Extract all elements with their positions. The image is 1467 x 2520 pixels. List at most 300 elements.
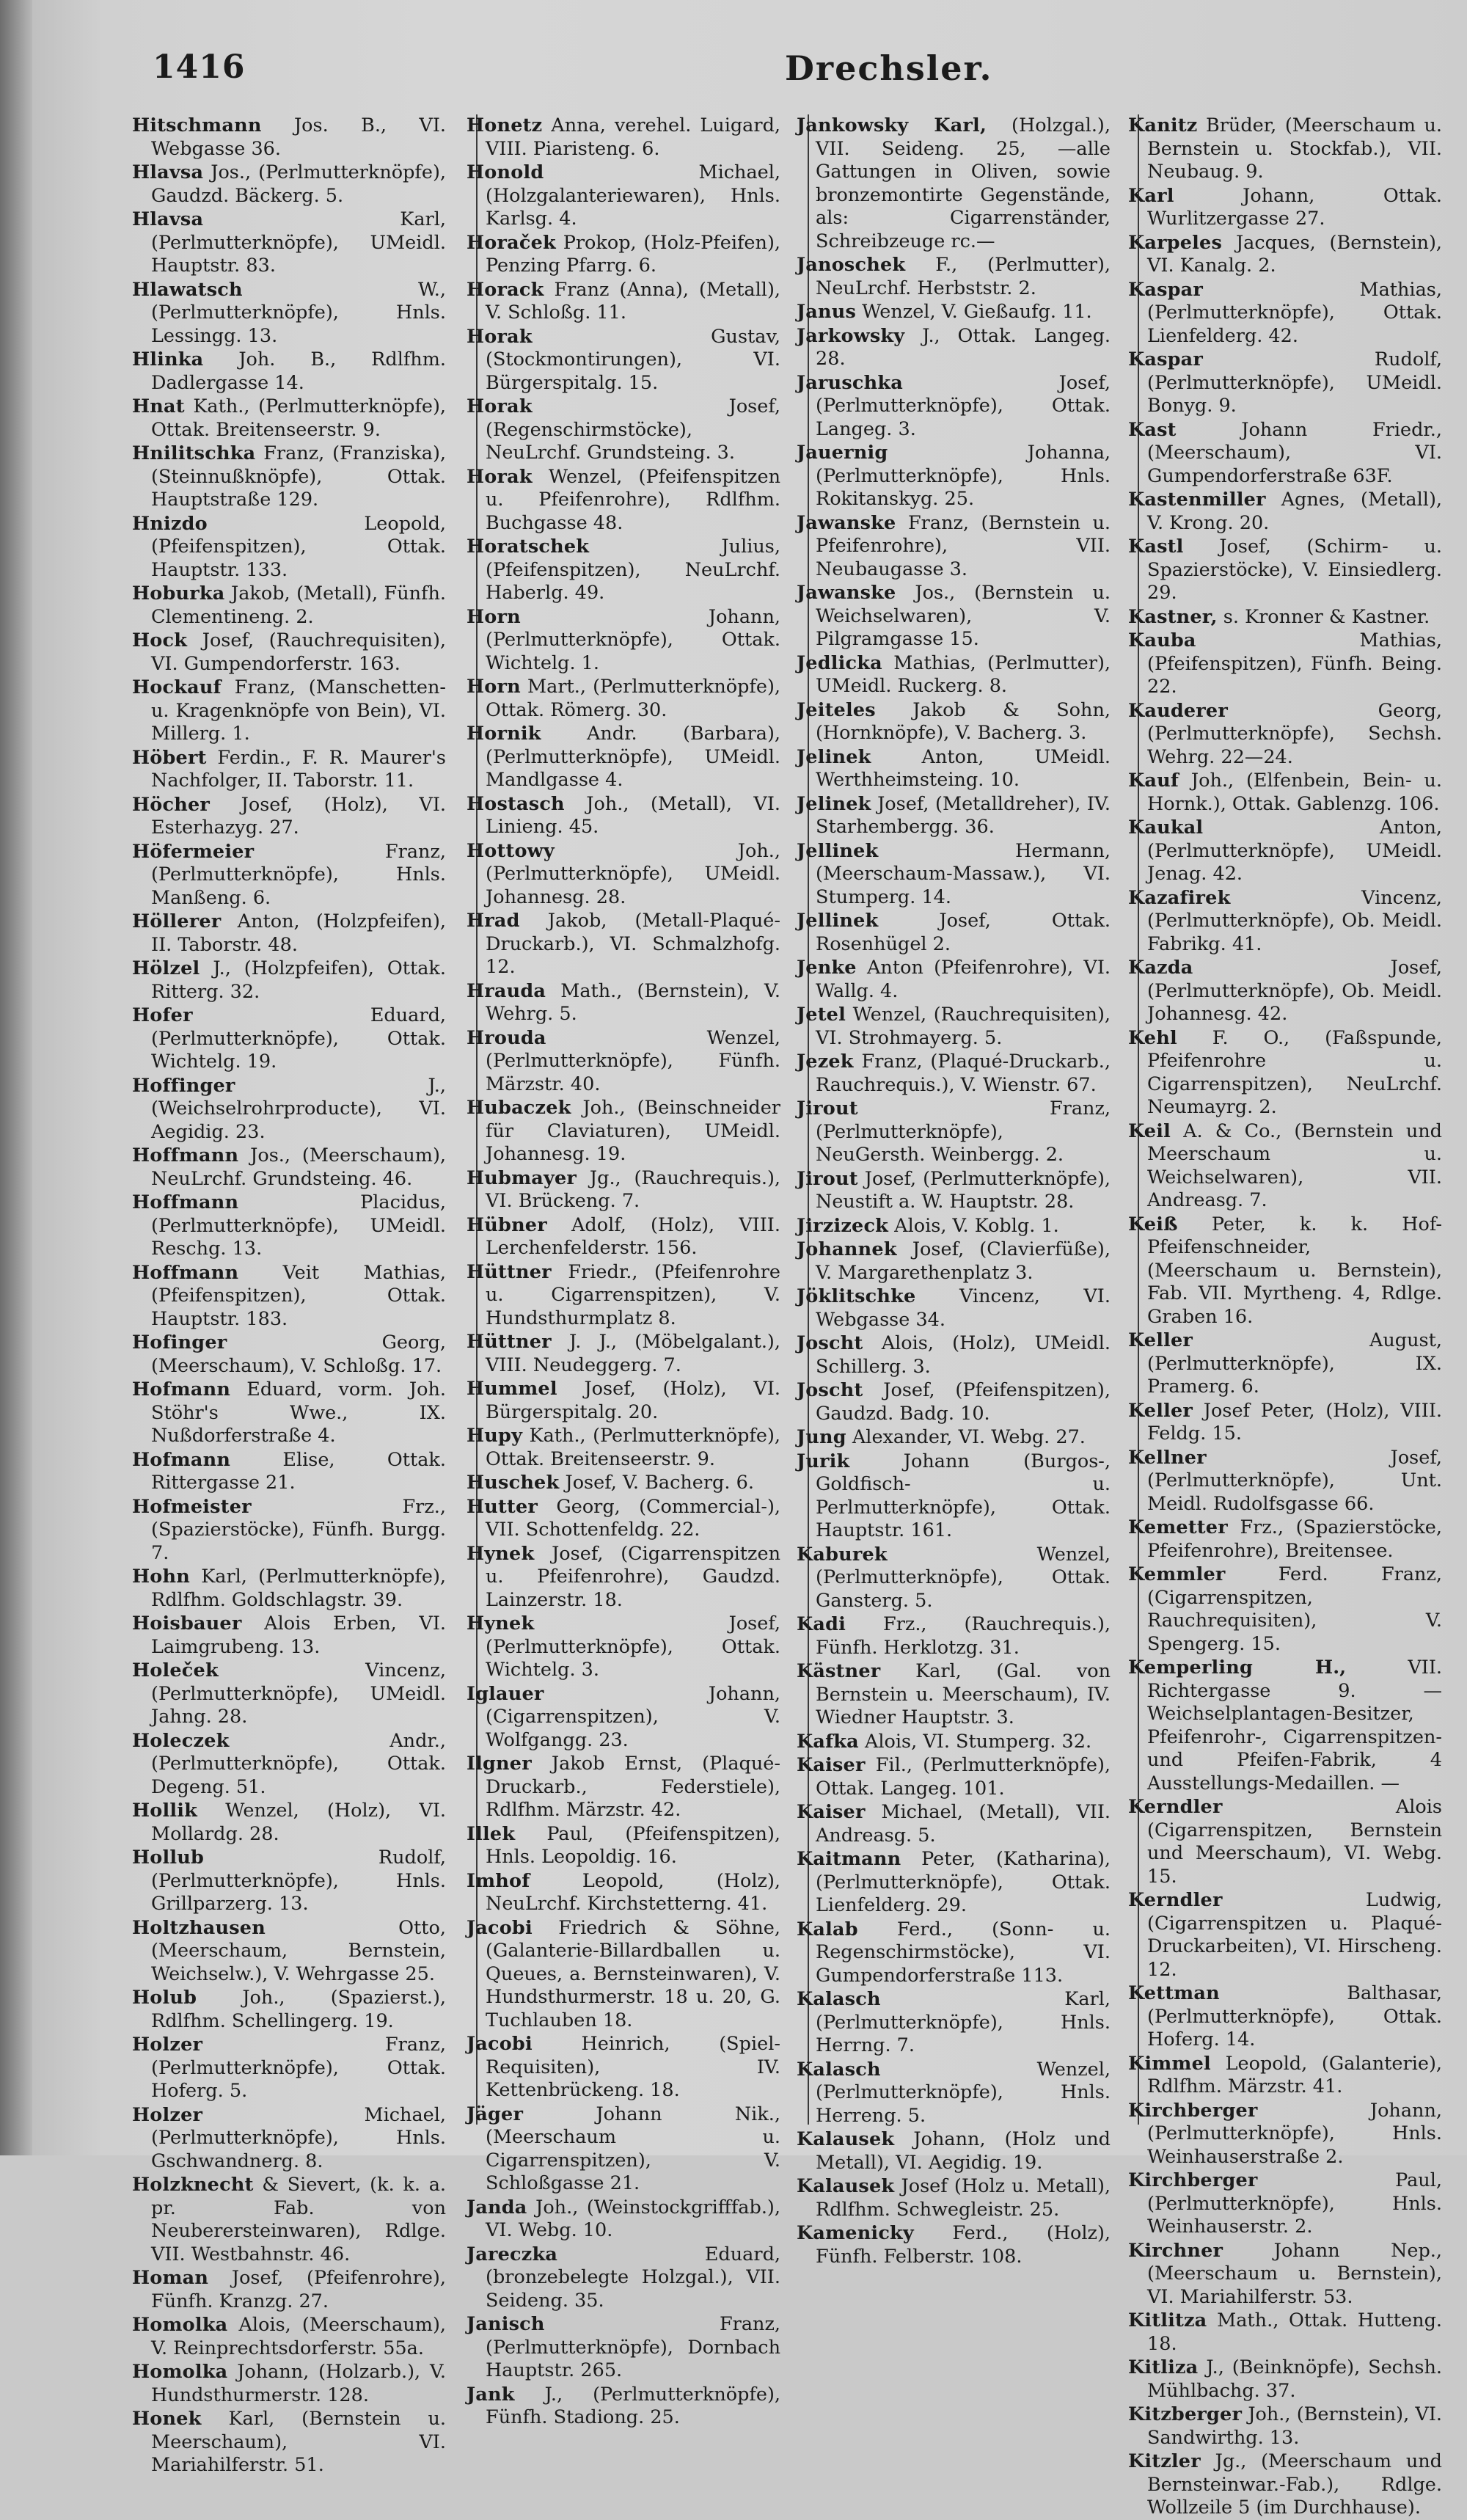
entry-details: Frz., (Spazierstöcke, Pfeifenrohre), Breitensee. (1147, 1516, 1442, 1562)
entry-name: Honetz (467, 114, 543, 136)
entry-details: Michael, (Perlmutterknöpfe), Hnls. Gschwandnerg. 8. (151, 2103, 446, 2172)
entry-name: Horak (467, 465, 533, 488)
directory-entry (132, 208, 446, 278)
entry-details: Anna, verehel. Luigard, VIII. Piaristeng. 6. (486, 114, 780, 160)
entry-name: Jareczka (467, 2243, 558, 2265)
entry-details: Alois (Cigarrenspitzen, Bernstein und Meerschaum), VI. Webg. 15. (1147, 1796, 1442, 1888)
directory-entry (467, 2313, 780, 2383)
entry-details: VII. Richtergasse 9. — Weichselplantagen-Besitzer, Pfeifenrohr-, Cigarrenspitzen- und Pfeifen-Fabrik, 4 Ausstellungs-Medaillen. — (1147, 1657, 1442, 1794)
directory-entry (467, 1425, 780, 1471)
directory-entry (1128, 2309, 1442, 2356)
entry-details: Alois, VI. Stumperg. 32. (864, 1730, 1092, 1753)
entry-name: Jankowsky Karl, (797, 114, 987, 136)
column-2 (467, 114, 781, 2428)
entry-details: Johann, (Cigarrenspitzen), V. Wolfgangg. 23. (486, 1682, 780, 1751)
entry-name: Hofmann (132, 1448, 231, 1471)
entry-name: Johannek (797, 1238, 897, 1260)
page-number: 1416 (153, 48, 246, 86)
entry-details: Georg, (Commercial-), VII. Schottenfeldg. 22. (486, 1495, 780, 1541)
entry-details: Johann Nik., (Meerschaum u. Cigarrenspitzen), V. Schloßgasse 21. (486, 2103, 780, 2194)
directory-entry (1128, 957, 1442, 1026)
entry-name: Horak (467, 325, 533, 348)
entry-details: Mart., (Perlmutterknöpfe), Ottak. Römerg. 30. (486, 676, 780, 721)
entry-details: Math., (Bernstein), V. Wehrg. 5. (486, 979, 780, 1025)
entry-details: Johanna, (Perlmutterknöpfe), Hnls. Rokitanskyg. 25. (816, 442, 1111, 510)
entry-name: Kaspar (1128, 278, 1204, 301)
directory-entry (467, 1027, 780, 1097)
entry-details: (Holzgal.), VII. Seideng. 25, —alle Gattungen in Oliven, sowie bronzemontirte Gegenstände, als: Cigarrenständer, Schreibzeuge rc.— (816, 114, 1111, 252)
entry-name: Holtzhausen (132, 1916, 266, 1939)
entry-details: Ferd. Franz, (Cigarrenspitzen, Rauchrequisiten), V. Spengerg. 15. (1147, 1563, 1442, 1655)
entry-details: Jakob & Sohn, (Hornknöpfe), V. Bacherg. 3. (816, 698, 1111, 744)
directory-entry (467, 1753, 780, 1822)
entry-details: Alois, V. Koblg. 1. (894, 1214, 1059, 1237)
entry-name: Hofmann (132, 1378, 231, 1400)
directory-entry (797, 512, 1111, 582)
entry-details: Jos., (Bernstein u. Weichselwaren), V. Pilgramgasse 15. (816, 582, 1111, 650)
entry-details: W., (Perlmutterknöpfe), Hnls. Lessingg. 13. (151, 278, 446, 347)
entry-name: Hölzel (132, 957, 200, 979)
entry-details: Johann, (Perlmutterknöpfe), Hnls. Weinhauserstraße 2. (1147, 2099, 1442, 2168)
entry-details: Franz, (Perlmutterknöpfe), Hnls. Manßeng. 6. (151, 840, 446, 909)
directory-entry (132, 2034, 446, 2103)
directory-entry (1128, 606, 1442, 629)
entry-name: Kauba (1128, 629, 1196, 651)
directory-entry (467, 1870, 780, 1916)
entry-name: Hornik (467, 723, 541, 745)
entry-name: Ilgner (467, 1753, 532, 1775)
entry-name: Jawanske (797, 511, 896, 534)
directory-entry (132, 513, 446, 582)
entry-details: A. & Co., (Bernstein und Meerschaum u. Weichselwaren), VII. Andreasg. 7. (1147, 1120, 1442, 1211)
entry-name: Hubaczek (467, 1097, 571, 1119)
directory-entry (467, 1167, 780, 1213)
entry-name: Horn (467, 605, 521, 628)
entry-name: Kästner (797, 1660, 881, 1682)
entry-details: Peter, k. k. Hof-Pfeifenschneider, (Meerschaum u. Bernstein), Fab. VII. Myrtheng. 4, Rdlge. Graben 16. (1147, 1213, 1443, 1328)
entry-name: Hrouda (467, 1026, 546, 1049)
entry-name: Jenke (797, 957, 857, 979)
entry-details: Wenzel, (Perlmutterknöpfe), Fünfh. Märzstr. 40. (486, 1026, 780, 1095)
directory-entry (467, 1823, 780, 1869)
entry-name: Jöklitschke (797, 1285, 916, 1307)
entry-details: Josef, (Clavierfüße), V. Margarethenplatz 3. (816, 1238, 1111, 1284)
entry-details: Rudolf, (Perlmutterknöpfe), Hnls. Grillparzerg. 13. (151, 1847, 446, 1915)
entry-details: Karl, (Perlmutterknöpfe), Rdlfhm. Goldschlagstr. 39. (151, 1566, 446, 1611)
directory-entry (1128, 232, 1442, 278)
directory-entry (467, 910, 780, 979)
entry-name: Jank (467, 2383, 515, 2406)
directory-entry (467, 676, 780, 722)
entry-name: Jetel (797, 1004, 846, 1026)
entry-name: Hockauf (132, 676, 222, 698)
entry-name: Jedlicka (797, 651, 882, 674)
entry-details: Jacques, (Bernstein), VI. Kanalg. 2. (1147, 231, 1443, 277)
entry-name: Kaukal (1128, 817, 1204, 839)
entry-details: Kath., (Perlmutterknöpfe), Ottak. Breitenseerstr. 9. (486, 1425, 781, 1470)
directory-entry (132, 395, 446, 442)
directory-entry (1128, 1982, 1442, 2052)
directory-entry (467, 606, 780, 676)
entry-details: Anton, (Perlmutterknöpfe), UMeidl. Jenag. 42. (1147, 817, 1442, 885)
entry-name: Illek (467, 1822, 516, 1845)
directory-entry (467, 114, 780, 161)
entry-details: Franz, (Perlmutterknöpfe), Ottak. Hoferg. 5. (151, 2034, 446, 2102)
entry-name: Joscht (797, 1379, 863, 1401)
entry-details: Joh., (Spazierst.), Rdlfhm. Schellingerg. 19. (151, 1987, 446, 2032)
entry-name: Hübner (467, 1213, 547, 1236)
entry-details: Anton, (Holzpfeifen), II. Taborstr. 48. (151, 910, 447, 956)
entry-details: Andr. (Barbara), (Perlmutterknöpfe), UMeidl. Mandlgasse 4. (486, 723, 780, 791)
directory-entry (467, 1917, 780, 2033)
entry-details: Mathias, (Perlmutterknöpfe), Ottak. Lienfelderg. 42. (1147, 278, 1442, 347)
entry-details: Jg., (Meerschaum und Bernsteinwar.-Fab.), Rdlge. Wollzeile 5 (im Durchhause). (1147, 2450, 1442, 2519)
entry-name: Hoisbauer (132, 1613, 242, 1635)
directory-entry (797, 254, 1111, 300)
directory-entry (1128, 279, 1442, 348)
entry-details: Eduard, vorm. Joh. Stöhr's Wwe., IX. Nußdorferstraße 4. (151, 1378, 446, 1447)
entry-details: Franz, (Manschetten- u. Kragenknöpfe von Bein), VI. Millerg. 1. (151, 676, 446, 745)
entry-details: J., (Weichselrohrproducte), VI. Aegidig. 23. (151, 1074, 446, 1143)
directory-entry (132, 1613, 446, 1659)
entry-details: Jos. B., VI. Webgasse 36. (151, 114, 446, 160)
entry-name: Jawanske (797, 582, 896, 604)
directory-entry (797, 325, 1111, 371)
entry-name: Hlavsa (132, 161, 204, 183)
entry-name: Karl (1128, 184, 1174, 207)
entry-name: Homan (132, 2267, 209, 2289)
directory-entry (1128, 1400, 1442, 1446)
entry-details: Joh., (Weinstockgrifffab.), VI. Webg. 10. (486, 2196, 780, 2241)
directory-entry (1128, 536, 1442, 605)
directory-entry (132, 2267, 446, 2313)
entry-details: J., (Beinknöpfe), Sechsh. Mühlbachg. 37. (1147, 2356, 1442, 2402)
directory-entry (467, 466, 780, 536)
entry-details: Eduard, (bronzebelegte Holzgal.), VII. Seideng. 35. (486, 2243, 780, 2312)
directory-entry (132, 2174, 446, 2266)
directory-entry (467, 2033, 780, 2103)
entry-name: Homolka (132, 2314, 228, 2336)
entry-name: Hollub (132, 1847, 205, 1869)
entry-details: Julius, (Pfeifenspitzen), NeuLrchf. Haberlg. 49. (486, 536, 780, 604)
entry-name: Kerndler (1128, 1796, 1223, 1818)
entry-name: Hupy (467, 1425, 523, 1447)
entry-details: Georg, (Perlmutterknöpfe), Sechsh. Wehrg. 22—24. (1147, 699, 1442, 768)
entry-details: Veit Mathias, (Pfeifenspitzen), Ottak. Hauptstr. 183. (151, 1261, 446, 1330)
directory-entry (797, 301, 1111, 324)
entry-details: F., (Perlmutter), NeuLrchf. Herbststr. 2. (816, 254, 1111, 299)
entry-details: Johann (Burgos-, Goldfisch- u. Perlmutterknöpfe), Ottak. Hauptstr. 161. (816, 1450, 1111, 1541)
entry-name: Homolka (132, 2361, 228, 2383)
column-4 (1128, 114, 1443, 2519)
directory-entry (132, 2104, 446, 2174)
entry-details: Georg, (Meerschaum), V. Schloßg. 17. (151, 1332, 446, 1377)
entry-details: Wenzel, (Perlmutterknöpfe), Hnls. Herreng. 5. (816, 2058, 1111, 2127)
directory-entry (132, 1332, 446, 1378)
entry-name: Jarkowsky (797, 324, 905, 347)
entry-name: Jellinek (797, 839, 879, 862)
directory-entry (1128, 2053, 1442, 2099)
entry-details: Alois, (Holz), UMeidl. Schillerg. 3. (816, 1332, 1111, 1378)
entry-name: Hüttner (467, 1260, 552, 1283)
entry-name: Kauf (1128, 770, 1179, 792)
directory-entry (132, 1659, 446, 1729)
entry-details: Johann, (Holzarb.), V. Hundsthurmerstr. 128. (151, 2361, 447, 2406)
entry-name: Huschek (467, 1472, 560, 1494)
directory-entry (797, 1285, 1111, 1332)
directory-entry (132, 161, 446, 208)
entry-name: Kalab (797, 1918, 858, 1940)
entry-details: Josef, (Regenschirmstöcke), NeuLrchf. Grundsteing. 3. (486, 395, 780, 464)
entry-details: Anton, UMeidl. Werthheimsteing. 10. (816, 745, 1111, 791)
entry-details: Kath., (Perlmutterknöpfe), Ottak. Breitenseerstr. 9. (151, 395, 446, 441)
entry-name: Hnilitschka (132, 442, 256, 464)
directory-entry (132, 957, 446, 1004)
entry-details: J. J., (Möbelgalant.), VIII. Neudeggerg. 7. (486, 1331, 780, 1376)
directory-entry (1128, 887, 1442, 957)
entry-name: Kanitz (1128, 114, 1198, 136)
entry-details: Wenzel, (Holz), VI. Mollardg. 28. (151, 1800, 447, 1845)
entry-details: Friedr., (Pfeifenrohre u. Cigarrenspitzen), V. Hundsthurmplatz 8. (486, 1260, 780, 1329)
entry-name: Hynek (467, 1542, 535, 1565)
directory-entry (467, 279, 780, 325)
directory-entry (467, 2243, 780, 2313)
entry-details: Vincenz, VI. Webgasse 34. (816, 1285, 1111, 1331)
entry-name: Jacobi (467, 1916, 533, 1939)
entry-name: Höllerer (132, 910, 222, 932)
entry-details: Peter, (Katharina), (Perlmutterknöpfe), Ottak. Lienfelderg. 29. (816, 1848, 1111, 1916)
entry-name: Kalausek (797, 2128, 895, 2150)
entry-name: Imhof (467, 1869, 530, 1892)
entry-name: Hynek (467, 1613, 535, 1635)
entry-details: Agnes, (Metall), V. Krong. 20. (1147, 489, 1442, 534)
entry-details: Alois, (Meerschaum), V. Reinprechtsdorferstr. 55a. (151, 2314, 446, 2359)
entry-name: Kellner (1128, 1446, 1207, 1469)
directory-entry (467, 2196, 780, 2243)
directory-entry (797, 582, 1111, 651)
entry-details: Josef, (Metalldreher), IV. Starhembergg. 36. (816, 792, 1111, 838)
entry-details: Josef, (Perlmutterknöpfe), Ottak. Langeg. 3. (816, 371, 1111, 440)
directory-entry (467, 840, 780, 910)
directory-entry (1128, 1516, 1442, 1563)
entry-name: Kaiser (797, 1754, 866, 1776)
entry-name: Hollik (132, 1800, 198, 1822)
entry-name: Hüttner (467, 1331, 552, 1353)
entry-details: Josef, (Perlmutterknöpfe), Unt. Meidl. Rudolfsgasse 66. (1147, 1446, 1442, 1515)
entry-details: Ferdin., F. R. Maurer's Nachfolger, II. Taborstr. 11. (151, 746, 446, 792)
entry-details: Jos., (Perlmutterknöpfe), Gaudzd. Bäckerg. 5. (151, 161, 447, 207)
directory-entry (1128, 817, 1442, 886)
entry-details: Josef, V. Bacherg. 6. (565, 1472, 754, 1494)
entry-details: Vincenz, (Perlmutterknöpfe), Ob. Meidl. Fabrikg. 41. (1147, 886, 1442, 955)
directory-entry (132, 1075, 446, 1144)
entry-details: Paul, (Pfeifenspitzen), Hnls. Leopoldig. 16. (486, 1822, 780, 1868)
entry-details: Joh., (Beinschneider für Claviaturen), UMeidl. Johannesg. 19. (486, 1097, 780, 1165)
directory-entry (797, 1332, 1111, 1378)
entry-name: Janus (797, 301, 857, 323)
entry-name: Jirout (797, 1098, 858, 1120)
directory-entry (467, 723, 780, 792)
entry-name: Holzer (132, 2103, 203, 2126)
entry-details: Adolf, (Holz), VIII. Lerchenfelderstr. 156. (486, 1213, 780, 1259)
entry-details: J., (Holzpfeifen), Ottak. Ritterg. 32. (151, 957, 446, 1003)
entry-name: Hofer (132, 1004, 193, 1026)
directory-entry (132, 629, 446, 676)
entry-name: Janisch (467, 2313, 545, 2335)
entry-details: Franz, (Plaqué-Druckarb., Rauchrequis.), V. Wienstr. 67. (816, 1051, 1111, 1096)
directory-entry (467, 161, 780, 231)
entry-details: Wenzel, V. Gießaufg. 11. (862, 301, 1092, 323)
entry-name: Hutter (467, 1495, 538, 1518)
directory-entry (467, 2384, 780, 2430)
entry-name: Kemperling H., (1128, 1657, 1347, 1679)
entry-details: Prokop, (Holz-Pfeifen), Penzing Pfarrg. 6. (486, 231, 780, 277)
directory-entry (467, 1472, 780, 1495)
entry-name: Holzer (132, 2034, 203, 2056)
entry-name: Janda (467, 2196, 527, 2218)
entry-name: Jaruschka (797, 371, 903, 394)
entry-details: Jos., (Meerschaum), NeuLrchf. Grundsteing. 46. (151, 1144, 446, 1190)
entry-name: Kalasch (797, 2058, 881, 2081)
entry-name: Kalasch (797, 1988, 881, 2010)
entry-details: Karl, (Bernstein u. Meerschaum), VI. Mariahilferstr. 51. (151, 2408, 447, 2476)
entry-name: Kadi (797, 1613, 846, 1635)
entry-details: Vincenz, (Perlmutterknöpfe), UMeidl. Jahng. 28. (151, 1659, 446, 1728)
directory-entry (797, 793, 1111, 839)
entry-name: Höcher (132, 793, 211, 816)
entry-details: Josef, (Perlmutterknöpfe), Neustift a. W. Hauptstr. 28. (816, 1167, 1111, 1213)
entry-name: Kerndler (1128, 1889, 1223, 1911)
directory-entry (1128, 1329, 1442, 1399)
entry-name: Kettman (1128, 1982, 1220, 2004)
directory-entry (1128, 2403, 1442, 2450)
entry-name: Jung (797, 1426, 846, 1448)
directory-entry (797, 2059, 1111, 2128)
directory-entry (797, 910, 1111, 956)
entry-name: Hoffmann (132, 1144, 239, 1166)
directory-entry (132, 841, 446, 910)
directory-entry (132, 279, 446, 348)
entry-details: Franz, (Perlmutterknöpfe), NeuGersth. Weinbergg. 2. (816, 1098, 1111, 1166)
directory-entry (132, 676, 446, 746)
entry-details: Josef, (Pfeifenspitzen), Gaudzd. Badg. 10. (816, 1379, 1111, 1425)
entry-name: Hrauda (467, 979, 546, 1002)
entry-name: Hostasch (467, 792, 565, 815)
directory-entry (132, 1730, 446, 1800)
directory-entry (467, 326, 780, 395)
entry-name: Hofinger (132, 1332, 227, 1354)
directory-entry (132, 1800, 446, 1846)
directory-columns (132, 114, 1452, 2519)
directory-entry (132, 2408, 446, 2477)
entry-details: Alois Erben, VI. Laimgrubeng. 13. (151, 1613, 447, 1658)
entry-name: Hlinka (132, 348, 204, 370)
directory-entry (1128, 2240, 1442, 2309)
directory-entry (1128, 1120, 1442, 1213)
entry-details: Josef, (Schirm- u. Spazierstöcke), V. Einsiedlerg. 29. (1147, 536, 1443, 604)
entry-name: Jirzizeck (797, 1214, 889, 1237)
entry-details: Karl, (Gal. von Bernstein u. Meerschaum), IV. Wiedner Hauptstr. 3. (816, 1660, 1111, 1728)
entry-name: Kitzler (1128, 2450, 1201, 2472)
directory-entry (797, 1098, 1111, 1167)
entry-details: Michael, (Metall), VII. Andreasg. 5. (816, 1801, 1111, 1847)
entry-details: Fil., (Perlmutterknöpfe), Ottak. Langeg. 101. (816, 1754, 1111, 1800)
entry-details: Josef, (Perlmutterknöpfe), Ob. Meidl. Johannesg. 42. (1147, 957, 1442, 1025)
entry-details: Gustav, (Stockmontirungen), VI. Bürgerspitalg. 15. (486, 325, 780, 394)
entry-name: Kast (1128, 418, 1177, 441)
entry-name: Kastl (1128, 536, 1184, 558)
entry-details: Johann Nep., (Meerschaum u. Bernstein), VI. Mariahilferstr. 53. (1147, 2239, 1443, 2308)
entry-details: August, (Perlmutterknöpfe), IX. Pramerg. 6. (1147, 1329, 1442, 1398)
entry-name: Jellinek (797, 910, 879, 932)
column-1 (132, 114, 447, 2476)
entry-details: Joh. B., Rdlfhm. Dadlergasse 14. (151, 348, 446, 394)
entry-name: Hlawatsch (132, 278, 243, 301)
entry-details: Joh., (Perlmutterknöpfe), UMeidl. Johannesg. 28. (486, 839, 780, 908)
directory-entry (797, 114, 1111, 253)
entry-name: Hottowy (467, 839, 555, 862)
directory-entry (467, 980, 780, 1026)
entry-details: Ferd., (Holz), Fünfh. Felberstr. 108. (816, 2222, 1111, 2268)
directory-entry (132, 1496, 446, 1566)
directory-entry (1128, 419, 1442, 489)
entry-name: Jäger (467, 2103, 524, 2125)
directory-entry (797, 1450, 1111, 1543)
entry-name: Holeček (132, 1659, 219, 1681)
directory-entry (797, 2222, 1111, 2268)
entry-name: Hnizdo (132, 512, 208, 535)
entry-details: Josef Peter, (Holz), VIII. Feldg. 15. (1147, 1399, 1443, 1445)
directory-entry (797, 1731, 1111, 1754)
entry-details: Wenzel, (Rauchrequisiten), VI. Strohmayerg. 5. (816, 1004, 1111, 1049)
entry-name: Kafka (797, 1730, 859, 1753)
directory-entry (467, 2103, 780, 2196)
entry-details: J., (Perlmutterknöpfe), Fünfh. Stadiong. 25. (486, 2383, 780, 2428)
entry-details: Franz, (Bernstein u. Pfeifenrohre), VII. Neubaugasse 3. (816, 511, 1111, 580)
directory-entry (1128, 1563, 1442, 1656)
entry-name: Kirchberger (1128, 2099, 1258, 2122)
directory-entry (1128, 1889, 1442, 1982)
entry-details: Johann, (Perlmutterknöpfe), Ottak. Wichtelg. 1. (486, 605, 780, 674)
directory-entry (797, 1379, 1111, 1425)
entry-name: Kitliza (1128, 2356, 1199, 2378)
entry-name: Kemmler (1128, 1563, 1226, 1585)
entry-name: Joscht (797, 1332, 863, 1354)
directory-entry (467, 1214, 780, 1260)
entry-details: Joh., (Bernstein), VI. Sandwirthg. 13. (1147, 2403, 1442, 2449)
directory-entry (132, 114, 446, 161)
directory-entry (797, 1004, 1111, 1050)
entry-details: Josef, (Cigarrenspitzen u. Pfeifenrohre), Gaudzd. Lainzerstr. 18. (486, 1542, 780, 1611)
entry-details: Joh., (Metall), VI. Linieng. 45. (486, 792, 781, 838)
entry-name: Kastner, (1128, 605, 1218, 628)
entry-details: Joh., (Elfenbein, Bein- u. Hornk.), Ottak. Gablenzg. 106. (1147, 770, 1442, 815)
directory-entry (1128, 489, 1442, 535)
column-3 (797, 114, 1111, 2268)
directory-entry (132, 1987, 446, 2033)
entry-details: Balthasar, (Perlmutterknöpfe), Ottak. Hoferg. 14. (1147, 1982, 1442, 2050)
directory-entry (1128, 1796, 1442, 1888)
directory-entry (797, 1918, 1111, 1988)
directory-entry (132, 794, 446, 840)
directory-entry (132, 1917, 446, 1987)
directory-entry (132, 348, 446, 395)
entry-name: Keller (1128, 1399, 1193, 1422)
entry-details: Mathias, (Pfeifenspitzen), Fünfh. Being. 22. (1147, 629, 1442, 698)
entry-name: Kitzberger (1128, 2403, 1243, 2425)
directory-entry (797, 1613, 1111, 1659)
entry-name: Jezek (797, 1051, 854, 1073)
